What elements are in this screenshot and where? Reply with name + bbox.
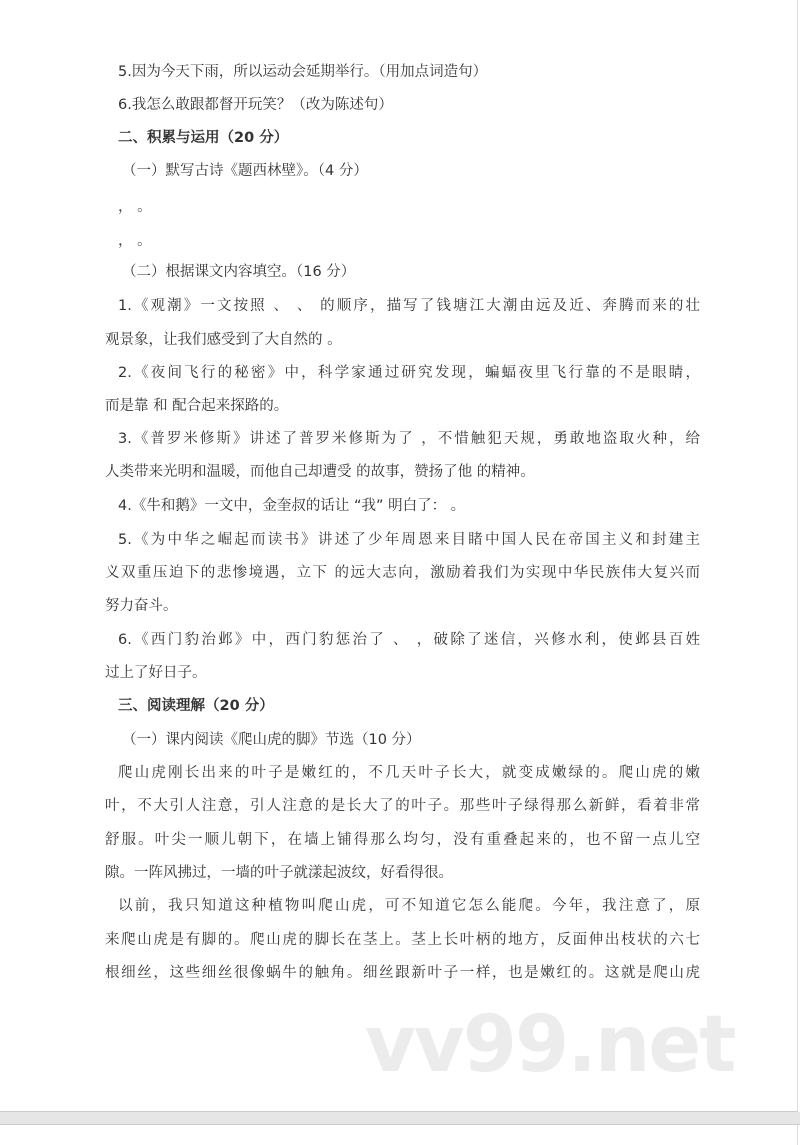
- question-5: 5.因为今天下雨，所以运动会延期举行。（用加点词造句）: [118, 64, 488, 80]
- fill-item-5-cont2: 努力奋斗。: [105, 598, 178, 614]
- passage-line: 以前，我只知道这种植物叫爬山虎，可不知道它怎么能爬。今年，我注意了，原: [118, 898, 700, 914]
- fill-item-1-cont: 观景象，让我们感受到了大自然的 。: [105, 332, 342, 348]
- fill-item-5-cont: 义双重压迫下的悲惨境遇，立下 的远大志向，激励着我们为实现中华民族伟大复兴而: [105, 565, 700, 581]
- poem-blank-line-2: ， 。: [118, 233, 152, 249]
- fill-item-2-cont: 而是靠 和 配合起来探路的。: [105, 398, 289, 414]
- passage-line: 根细丝，这些细丝很像蜗牛的触角。细丝跟新叶子一样，也是嫩红的。这就是爬山虎: [105, 965, 700, 981]
- subsection-heading-reading: （一）课内阅读《爬山虎的脚》节选（10 分）: [122, 732, 421, 748]
- fill-item-3: 3.《普罗米修斯》讲述了普罗米修斯为了 ，不惜触犯天规，勇敢地盗取火种，给: [118, 431, 700, 447]
- fill-item-1: 1.《观潮》一文按照 、 、 的顺序，描写了钱塘江大潮由远及近、奔腾而来的壮: [118, 298, 700, 314]
- subsection-heading-fill: （二）根据课文内容填空。（16 分）: [122, 264, 356, 280]
- next-page: [0, 1125, 798, 1145]
- fill-item-3-cont: 人类带来光明和温暖，而他自己却遭受 的故事，赞扬了他 的精神。: [105, 464, 535, 480]
- fill-item-4: 4.《牛和鹅》一文中，金奎叔的话让 “我” 明白了： 。: [118, 498, 466, 514]
- page-separator: [0, 1112, 800, 1125]
- subsection-heading-poem: （一）默写古诗《题西林壁》。（4 分）: [122, 163, 368, 179]
- fill-item-5: 5.《为中华之崛起而读书》讲述了少年周恩来目睹中国人民在帝国主义和封建主: [118, 532, 700, 548]
- section-heading-2: 二、积累与运用（20 分）: [118, 130, 289, 146]
- passage-line: 隙。一阵风拂过，一墙的叶子就漾起波纹，好看得很。: [105, 865, 453, 881]
- fill-item-6-cont: 过上了好日子。: [105, 665, 207, 681]
- passage-line: 叶，不大引人注意，引人注意的是长大了的叶子。那些叶子绿得那么新鲜，看着非常: [105, 798, 700, 814]
- section-heading-3: 三、阅读理解（20 分）: [118, 698, 274, 714]
- poem-blank-line-1: ， 。: [118, 199, 152, 215]
- passage-line: 来爬山虎是有脚的。爬山虎的脚长在茎上。茎上长叶柄的地方，反面伸出枝状的六七: [105, 932, 700, 948]
- watermark: vv99.net: [365, 1000, 735, 1090]
- passage-line: 舒服。叶尖一顺儿朝下，在墙上铺得那么均匀，没有重叠起来的，也不留一点儿空: [105, 832, 700, 848]
- passage-line: 爬山虎刚长出来的叶子是嫩红的，不几天叶子长大，就变成嫩绿的。爬山虎的嫩: [118, 765, 700, 781]
- fill-item-2: 2.《夜间飞行的秘密》中，科学家通过研究发现，蝙蝠夜里飞行靠的不是眼睛，: [118, 365, 700, 381]
- question-6: 6.我怎么敢跟都督开玩笑？（改为陈述句）: [118, 97, 393, 113]
- fill-item-6: 6.《西门豹治邺》中，西门豹惩治了 、 ，破除了迷信，兴修水利，使邺县百姓: [118, 632, 700, 648]
